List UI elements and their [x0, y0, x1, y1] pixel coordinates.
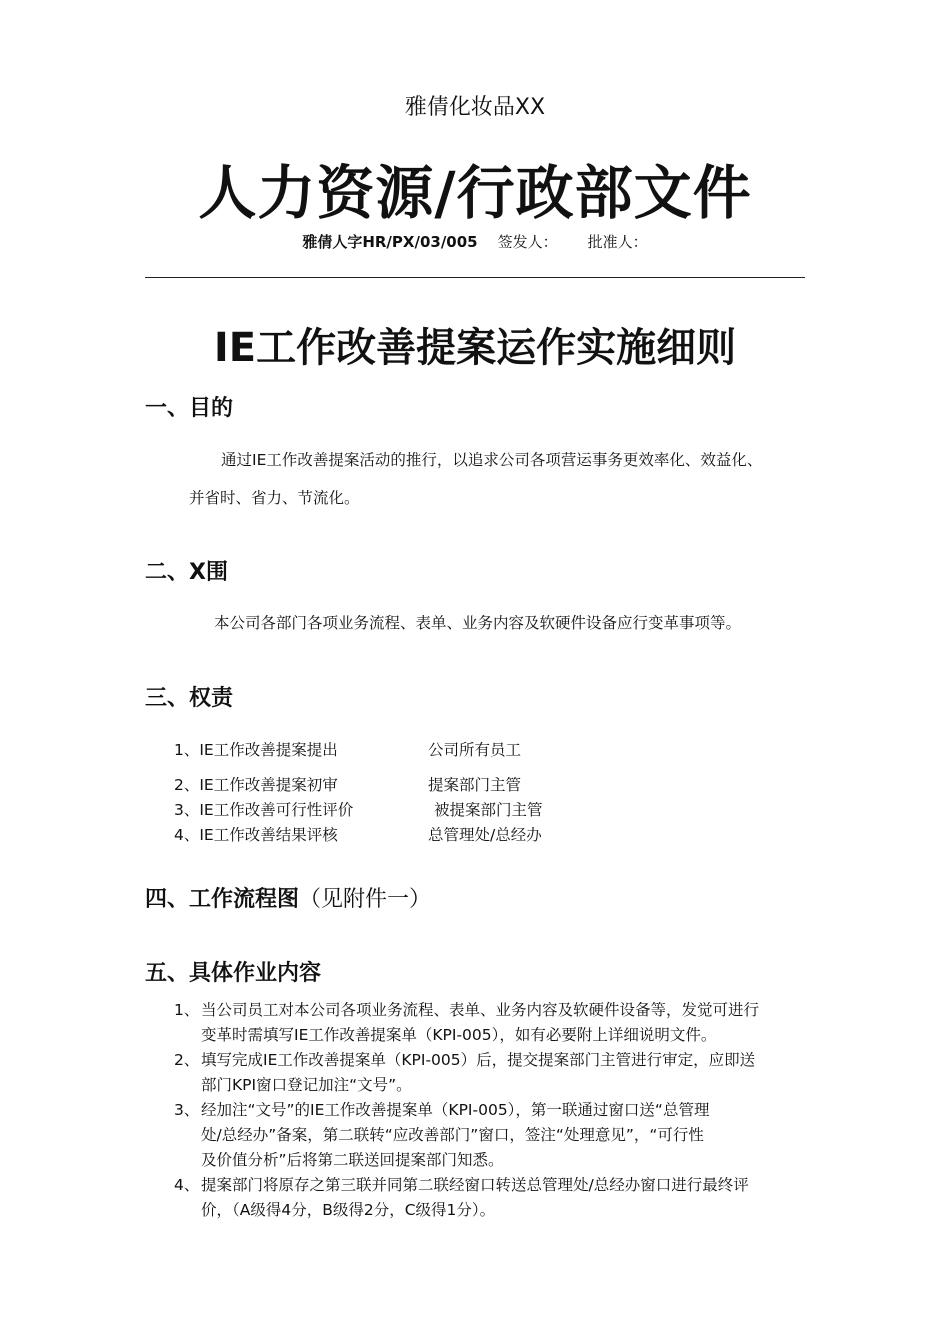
company-name: 雅倩化妆品XX — [404, 95, 546, 120]
flowchart-heading-note: （见附件一） — [299, 887, 432, 912]
content-item-number: 3、 — [174, 1101, 200, 1119]
department-title: 人力资源/行政部文件 — [198, 159, 752, 227]
responsibility-role: 总管理处/总经办 — [428, 826, 542, 844]
responsibility-task: 3、IE工作改善可行性评价 — [174, 801, 354, 819]
content-item-number: 1、 — [174, 1001, 200, 1019]
document-number: 雅倩人字HR/PX/03/005 — [302, 233, 478, 251]
purpose-line-1: 通过IE工作改善提案活动的推行，以追求公司各项营运事务更效率化、效益化、 — [221, 451, 763, 469]
scope-text: 本公司各部门各项业务流程、表单、业务内容及软硬件设备应行变革事项等。 — [214, 614, 742, 632]
responsibility-role: 公司所有员工 — [428, 741, 522, 759]
section-heading-responsibility: 三、权责 — [145, 686, 234, 711]
issuer-label: 签发人： — [497, 233, 558, 251]
responsibility-role: 提案部门主管 — [428, 776, 522, 794]
approver-label: 批准人： — [587, 233, 648, 251]
purpose-line-2: 并省时、省力、节流化。 — [189, 489, 360, 507]
responsibility-task: 2、IE工作改善提案初审 — [174, 776, 338, 794]
content-item-number: 4、 — [174, 1176, 200, 1194]
content-item-line: 当公司员工对本公司各项业务流程、表单、业务内容及软硬件设备等，发觉可进行 — [201, 1001, 760, 1019]
content-item-line: 处/总经办”备案，第二联转“应改善部门”窗口，签注“处理意见”，“可行性 — [201, 1126, 704, 1144]
content-item-line: 及价值分析”后将第二联送回提案部门知悉。 — [201, 1151, 504, 1169]
header-divider — [145, 277, 805, 278]
section-heading-scope: 二、X围 — [145, 560, 228, 585]
content-item-line: 填写完成IE工作改善提案单（KPI-005）后，提交提案部门主管进行审定，应即送 — [201, 1051, 756, 1069]
section-heading-purpose: 一、目的 — [145, 396, 234, 421]
responsibility-task: 1、IE工作改善提案提出 — [174, 741, 338, 759]
content-item-line: 价，（A级得4分，B级得2分，C级得1分）。 — [201, 1201, 496, 1219]
content-item-line: 经加注“文号”的IE工作改善提案单（KPI-005），第一联通过窗口送“总管理 — [201, 1101, 710, 1119]
content-item-line: 变革时需填写IE工作改善提案单（KPI-005），如有必要附上详细说明文件。 — [201, 1026, 717, 1044]
document-title: IE工作改善提案运作实施细则 — [213, 325, 737, 371]
responsibility-task: 4、IE工作改善结果评核 — [174, 826, 338, 844]
flowchart-heading-text: 四、工作流程图 — [145, 887, 300, 912]
section-heading-flowchart — [145, 882, 431, 913]
content-item-line: 部门KPI窗口登记加注“文号”。 — [201, 1076, 412, 1094]
section-heading-content: 五、具体作业内容 — [145, 961, 322, 986]
document-meta-line — [0, 231, 950, 252]
responsibility-role: 被提案部门主管 — [434, 801, 543, 819]
content-item-line: 提案部门将原存之第三联并同第二联经窗口转送总管理处/总经办窗口进行最终评 — [201, 1176, 749, 1194]
content-item-number: 2、 — [174, 1051, 200, 1069]
